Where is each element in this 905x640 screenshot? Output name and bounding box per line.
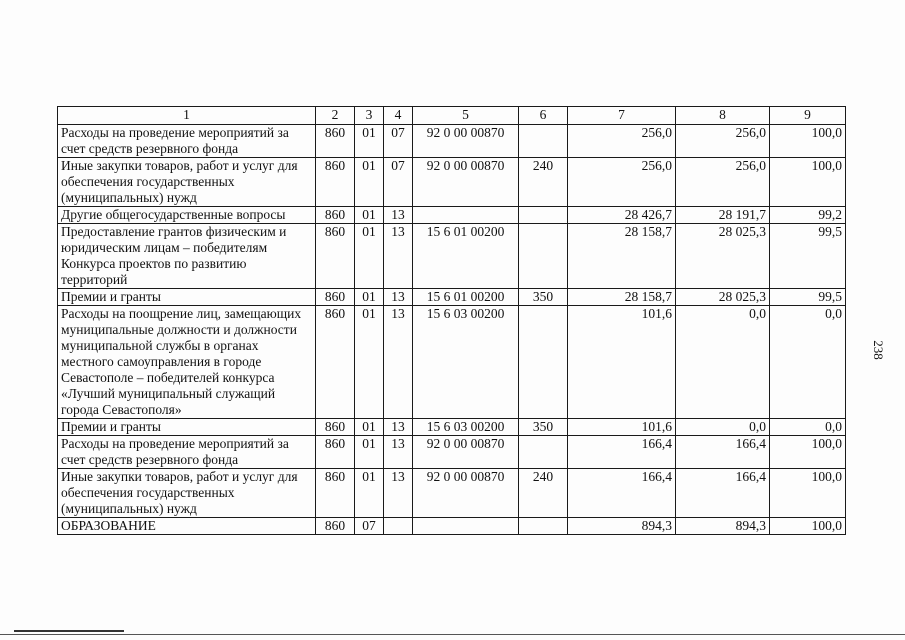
- expense-type-code: 350: [519, 289, 568, 306]
- table-row: [58, 224, 846, 289]
- execution-percent: 100,0: [770, 125, 846, 158]
- subsection-code: 13: [384, 436, 413, 469]
- section-code: 01: [355, 289, 384, 306]
- subsection-code: 07: [384, 125, 413, 158]
- execution-percent: 100,0: [770, 518, 846, 535]
- target-article-code: [413, 518, 519, 535]
- column-header: 6: [519, 107, 568, 125]
- page-number: 238: [871, 340, 886, 360]
- planned-amount: 166,4: [568, 436, 676, 469]
- planned-amount: 256,0: [568, 158, 676, 207]
- planned-amount: 894,3: [568, 518, 676, 535]
- table-row: [58, 289, 846, 306]
- table-row: [58, 419, 846, 436]
- subsection-code: 13: [384, 207, 413, 224]
- table-row: [58, 158, 846, 207]
- expense-name: Премии и гранты: [58, 289, 316, 306]
- target-article-code: 15 6 01 00200: [413, 289, 519, 306]
- table-row: [58, 518, 846, 535]
- section-code: 01: [355, 419, 384, 436]
- expense-name: Расходы на проведение мероприятий за счет средств резервного фонда: [58, 125, 316, 158]
- execution-percent: 99,5: [770, 289, 846, 306]
- planned-amount: 256,0: [568, 125, 676, 158]
- expense-name: Расходы на поощрение лиц, замещающих муниципальные должности и должности муниципальной службы в органах местного самоуправления в городе Севастополе – победителей конкурса «Лучший муниципальный служащий города Севастополя»: [58, 306, 316, 419]
- section-code: 07: [355, 518, 384, 535]
- planned-amount: 28 158,7: [568, 289, 676, 306]
- column-header: 4: [384, 107, 413, 125]
- planned-amount: 28 158,7: [568, 224, 676, 289]
- planned-amount: 101,6: [568, 306, 676, 419]
- expense-name: Другие общегосударственные вопросы: [58, 207, 316, 224]
- executed-amount: 166,4: [676, 469, 770, 518]
- scan-bottom-edge: [0, 634, 905, 635]
- expense-type-code: [519, 436, 568, 469]
- expense-type-code: [519, 224, 568, 289]
- subsection-code: 13: [384, 306, 413, 419]
- target-article-code: 92 0 00 00870: [413, 469, 519, 518]
- execution-percent: 0,0: [770, 419, 846, 436]
- subsection-code: 13: [384, 289, 413, 306]
- executed-amount: 166,4: [676, 436, 770, 469]
- table-row: [58, 469, 846, 518]
- target-article-code: 92 0 00 00870: [413, 158, 519, 207]
- executed-amount: 28 025,3: [676, 289, 770, 306]
- expense-type-code: 240: [519, 158, 568, 207]
- section-code: 01: [355, 125, 384, 158]
- table-header-row: [58, 107, 846, 125]
- expense-type-code: [519, 518, 568, 535]
- target-article-code: 15 6 03 00200: [413, 306, 519, 419]
- ministry-code: 860: [316, 207, 355, 224]
- expense-name: Премии и гранты: [58, 419, 316, 436]
- expense-type-code: [519, 125, 568, 158]
- executed-amount: 256,0: [676, 158, 770, 207]
- column-header: 7: [568, 107, 676, 125]
- table-row: [58, 306, 846, 419]
- execution-percent: 99,5: [770, 224, 846, 289]
- column-header: 3: [355, 107, 384, 125]
- section-code: 01: [355, 207, 384, 224]
- section-code: 01: [355, 306, 384, 419]
- ministry-code: 860: [316, 158, 355, 207]
- expense-name: Иные закупки товаров, работ и услуг для обеспечения государственных (муниципальных) нужд: [58, 469, 316, 518]
- expense-type-code: 240: [519, 469, 568, 518]
- column-header: 1: [58, 107, 316, 125]
- column-header: 8: [676, 107, 770, 125]
- subsection-code: 07: [384, 158, 413, 207]
- section-code: 01: [355, 436, 384, 469]
- target-article-code: 15 6 03 00200: [413, 419, 519, 436]
- subsection-code: 13: [384, 469, 413, 518]
- section-code: 01: [355, 469, 384, 518]
- expense-name: Расходы на проведение мероприятий за счет средств резервного фонда: [58, 436, 316, 469]
- executed-amount: 256,0: [676, 125, 770, 158]
- execution-percent: 0,0: [770, 306, 846, 419]
- ministry-code: 860: [316, 289, 355, 306]
- subsection-code: 13: [384, 419, 413, 436]
- column-header: 2: [316, 107, 355, 125]
- table-row: [58, 125, 846, 158]
- column-header: 5: [413, 107, 519, 125]
- ministry-code: 860: [316, 125, 355, 158]
- planned-amount: 101,6: [568, 419, 676, 436]
- ministry-code: 860: [316, 436, 355, 469]
- expense-type-code: [519, 306, 568, 419]
- executed-amount: 894,3: [676, 518, 770, 535]
- table-row: [58, 207, 846, 224]
- ministry-code: 860: [316, 224, 355, 289]
- expense-type-code: 350: [519, 419, 568, 436]
- execution-percent: 99,2: [770, 207, 846, 224]
- planned-amount: 28 426,7: [568, 207, 676, 224]
- target-article-code: [413, 207, 519, 224]
- scan-edge-mark: [14, 630, 124, 632]
- execution-percent: 100,0: [770, 436, 846, 469]
- column-header: 9: [770, 107, 846, 125]
- ministry-code: 860: [316, 469, 355, 518]
- expense-type-code: [519, 207, 568, 224]
- section-code: 01: [355, 158, 384, 207]
- executed-amount: 28 025,3: [676, 224, 770, 289]
- execution-percent: 100,0: [770, 158, 846, 207]
- planned-amount: 166,4: [568, 469, 676, 518]
- expense-name: Иные закупки товаров, работ и услуг для обеспечения государственных (муниципальных) нужд: [58, 158, 316, 207]
- executed-amount: 0,0: [676, 419, 770, 436]
- target-article-code: 15 6 01 00200: [413, 224, 519, 289]
- ministry-code: 860: [316, 419, 355, 436]
- expense-name: Предоставление грантов физическим и юридическим лицам – победителям Конкурса проектов по развитию территорий: [58, 224, 316, 289]
- ministry-code: 860: [316, 518, 355, 535]
- executed-amount: 0,0: [676, 306, 770, 419]
- section-code: 01: [355, 224, 384, 289]
- execution-percent: 100,0: [770, 469, 846, 518]
- budget-table: [57, 106, 846, 535]
- expense-name: ОБРАЗОВАНИЕ: [58, 518, 316, 535]
- table-row: [58, 436, 846, 469]
- subsection-code: 13: [384, 224, 413, 289]
- target-article-code: 92 0 00 00870: [413, 125, 519, 158]
- subsection-code: [384, 518, 413, 535]
- executed-amount: 28 191,7: [676, 207, 770, 224]
- target-article-code: 92 0 00 00870: [413, 436, 519, 469]
- ministry-code: 860: [316, 306, 355, 419]
